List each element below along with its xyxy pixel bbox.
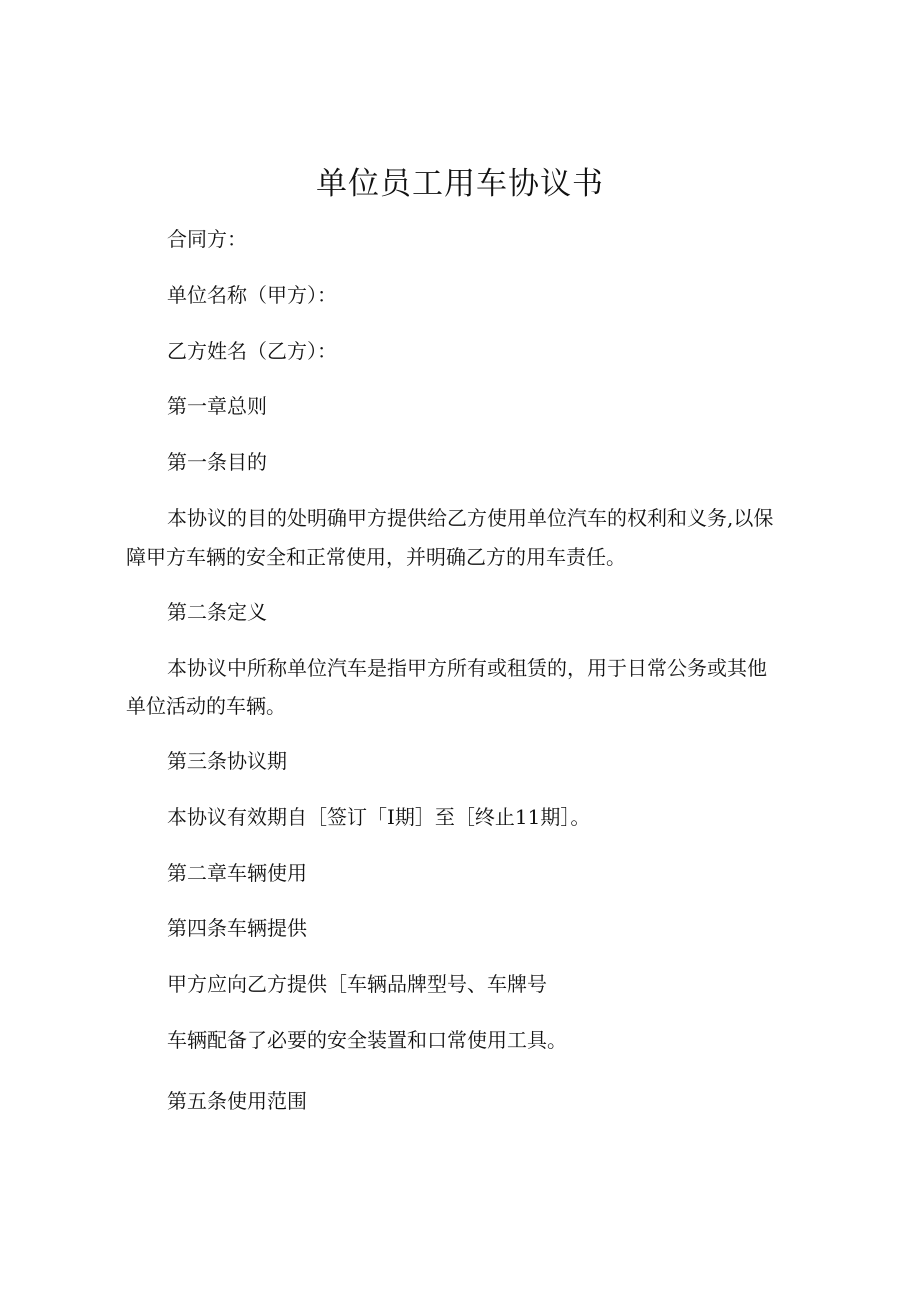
article-one-heading: 第一条目的 bbox=[167, 450, 267, 474]
article-two-heading: 第二条定义 bbox=[167, 600, 267, 624]
article-three-heading: 第三条协议期 bbox=[167, 749, 287, 773]
party-a-name: 单位名称（甲方）： bbox=[167, 283, 337, 307]
article-four-text-line-1: 甲方应向乙方提供［车辆品牌型号、车牌号 bbox=[167, 972, 547, 996]
article-four-heading: 第四条车辆提供 bbox=[167, 916, 307, 940]
parties-heading: 合同方： bbox=[167, 227, 247, 251]
party-b-name: 乙方姓名（乙方）： bbox=[167, 339, 337, 363]
chapter-two-heading: 第二章车辆使用 bbox=[167, 861, 307, 885]
article-two-text-line-2: 单位活动的车辆。 bbox=[126, 694, 286, 718]
document-title: 单位员工用车协议书 bbox=[316, 166, 604, 202]
article-two-text-line-1: 本协议中所称单位汽车是指甲方所有或租赁的，用于日常公务或其他 bbox=[167, 656, 767, 680]
article-five-heading: 第五条使用范围 bbox=[167, 1089, 307, 1113]
article-one-text-line-2: 障甲方车辆的安全和正常使用，并明确乙方的用车责任。 bbox=[126, 545, 626, 569]
article-one-text-line-1: 本协议的目的处明确甲方提供给乙方使用单位汽车的权利和义务,以保 bbox=[167, 506, 774, 530]
chapter-one-heading: 第一章总则 bbox=[167, 394, 267, 418]
article-four-text-line-2: 车辆配备了必要的安全装置和口常使用工具。 bbox=[167, 1028, 567, 1052]
article-three-text: 本协议有效期自［签订「I期］至［终止11期］。 bbox=[167, 805, 591, 829]
